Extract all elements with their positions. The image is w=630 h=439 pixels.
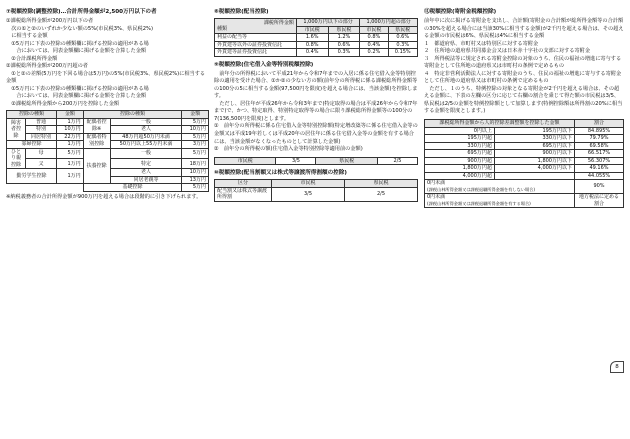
cell: 地方税法に定める割合 bbox=[575, 194, 624, 208]
cell: 5万円 bbox=[57, 148, 84, 158]
cell: 配当割又は株式等譲渡所得割 bbox=[215, 187, 272, 201]
table-row bbox=[215, 157, 418, 165]
housing-ratio-table bbox=[214, 157, 418, 166]
cell: 父 bbox=[26, 159, 57, 169]
table-row bbox=[215, 187, 418, 201]
cell: 2/5 bbox=[345, 187, 418, 201]
cell: 配偶者特別控除 bbox=[83, 133, 110, 148]
cell: 84.895% bbox=[575, 127, 624, 135]
table-row bbox=[215, 41, 418, 49]
col-header: 課税総所得金額から人的控除差調整額を控除した金額 bbox=[425, 120, 575, 128]
cell: 69.58% bbox=[575, 142, 624, 150]
cell: 1,800万円超 bbox=[425, 165, 495, 173]
cell: 寡婦控除 bbox=[7, 141, 57, 149]
col-header: 控除の種類 bbox=[83, 111, 182, 119]
cell: 1万円 bbox=[57, 159, 84, 169]
adjustment-line: ①5万円に下表の控除の種類欄に掲げる控除の適用がある場 bbox=[6, 40, 149, 47]
cell: 配偶者控除※ bbox=[83, 118, 110, 133]
cell: 5万円 bbox=[182, 118, 209, 126]
cell: 4,000万円以下 bbox=[494, 165, 574, 173]
cell: 900万円以下 bbox=[494, 150, 574, 158]
col-header: 県民税 bbox=[388, 26, 418, 34]
cell: 0.6% bbox=[388, 34, 418, 42]
table-row bbox=[215, 34, 418, 42]
cell: 老人 bbox=[110, 169, 182, 177]
cell: 10万円 bbox=[182, 169, 209, 177]
table-row bbox=[425, 135, 624, 143]
neg-sub: (課税山林所得金額又は課税退職所得金額を有しない場合) bbox=[427, 186, 535, 192]
table-row bbox=[425, 142, 624, 150]
cell: 22万円 bbox=[57, 133, 84, 141]
housing-paragraph: ただし、居住年が平成26年から令和3年まで(特定取得の場合は平成26年から令和7年まで)で、かつ、特定取得、特別特定取得等の場合に限り課税総所得金額等の100分の7(136,500円を限度)とします。 bbox=[214, 100, 418, 122]
cell: 0.4% bbox=[360, 41, 388, 49]
cell: 市民税 bbox=[215, 157, 276, 165]
adjustment-line: 合においては、同表金額欄に掲げる金額を合算した金額 bbox=[6, 48, 147, 55]
cell: 3/5 bbox=[272, 187, 345, 201]
footnote: ※納税義務者の合計所得金額が900万円を超える場合は段階的に引き下げられます。 bbox=[6, 193, 202, 200]
adjustment-credit-heading: ⑦税額控除(調整控除)…合計所得金額が2,500万円以下の者 bbox=[6, 9, 157, 15]
cell: 5万円 bbox=[182, 133, 209, 141]
cell: 0.4% bbox=[296, 49, 328, 57]
cell: 3万円 bbox=[182, 141, 209, 149]
cell bbox=[425, 180, 575, 194]
col-header bbox=[215, 19, 297, 34]
deduction-table bbox=[6, 110, 209, 192]
cell: 330万円以下 bbox=[494, 135, 574, 143]
special-credit-table bbox=[424, 119, 624, 208]
cell: 5万円 bbox=[182, 148, 209, 158]
col-header: 県民税 bbox=[328, 26, 360, 34]
cell: 50万円以上55万円未満 bbox=[110, 141, 182, 149]
col-header: 1,000万円超の部分 bbox=[360, 19, 418, 27]
cell: 普通 bbox=[26, 118, 57, 126]
cell: 0.3% bbox=[328, 49, 360, 57]
cell: 一般 bbox=[110, 148, 182, 158]
cell: 13万円 bbox=[182, 176, 209, 184]
donation-paragraph: ２ 住所地の道府県共同募金会又は日本赤十字社の支部に対する寄附金 bbox=[424, 48, 591, 55]
cell: 特別 bbox=[26, 126, 57, 134]
cell: 90% bbox=[575, 180, 624, 194]
cell: 1万円 bbox=[57, 118, 84, 126]
adjustment-line: ①課税総所得金額が200万円以下の者 bbox=[6, 18, 94, 25]
cell: 特定 bbox=[110, 159, 182, 169]
cell: 10万円 bbox=[57, 126, 84, 134]
cell: 48万円超50万円未満 bbox=[110, 133, 182, 141]
adjustment-line: ①5万円に下表の控除の種類欄に掲げる控除の適用がある場 bbox=[6, 85, 149, 92]
neg-label: 0円未満 bbox=[427, 180, 446, 187]
adjustment-line: ②課税総所得金額が200万円超の者 bbox=[6, 63, 88, 70]
col-header: 県民税 bbox=[345, 180, 418, 188]
col-header: 1,000万円以下の部分 bbox=[296, 19, 359, 27]
cell: 0.15% bbox=[388, 49, 418, 57]
cell: 1.2% bbox=[328, 34, 360, 42]
cell: 1,800万円以下 bbox=[494, 157, 574, 165]
adjustment-line: ②課税総所得金額から200万円を控除した金額 bbox=[6, 100, 120, 107]
table-row bbox=[7, 118, 209, 126]
cell: 695万円超 bbox=[425, 150, 495, 158]
adjustment-line: ①と②の差額(5万円を下回る場合は5万円)の5%(市民税3%、県民税2%)に相当する金額 bbox=[6, 70, 206, 85]
cell: 900万円超 bbox=[425, 157, 495, 165]
donation-credit-heading: ⑪税額控除(寄附金税額控除) bbox=[424, 9, 497, 15]
cell: 3/5 bbox=[276, 157, 316, 165]
cell: 同居特別 bbox=[26, 133, 57, 141]
cell: 695万円以下 bbox=[494, 142, 574, 150]
cell: ひとり親控除 bbox=[7, 148, 26, 169]
cell: 79.79% bbox=[575, 135, 624, 143]
cell: 1万円 bbox=[57, 169, 84, 184]
cell: 5万円 bbox=[182, 184, 209, 192]
col-header: 市民税 bbox=[360, 26, 388, 34]
cell: 195万円超 bbox=[425, 135, 495, 143]
cell: 0円以上 bbox=[425, 127, 495, 135]
cell: 一般 bbox=[110, 118, 182, 126]
housing-credit-heading: ⑨税額控除(住宅借入金等特別税額控除) bbox=[214, 61, 314, 68]
cell bbox=[7, 184, 84, 192]
cell: 18万円 bbox=[182, 159, 209, 169]
cell: 330万円超 bbox=[425, 142, 495, 150]
col-header: 金額 bbox=[182, 111, 209, 119]
cell: 66.517% bbox=[575, 150, 624, 158]
cell: 0.8% bbox=[360, 34, 388, 42]
adjustment-line: 次の①と②のいずれか少ない額の5%(市民税3%、県民税2%) bbox=[6, 25, 153, 32]
table-row bbox=[7, 111, 209, 119]
col-header: 区分 bbox=[215, 180, 272, 188]
donation-paragraph: １ 都道府県、市町村又は特別区に対する寄附金 bbox=[424, 40, 539, 47]
cell: 老人 bbox=[110, 126, 182, 134]
donation-credit-section bbox=[424, 8, 624, 208]
cell: 4,000万円超 bbox=[425, 172, 495, 180]
col-header: 控除の種類 bbox=[7, 111, 57, 119]
cell: 外貨建等以外の証券投資信託 bbox=[215, 41, 297, 49]
inc-header: 課税所得金額 bbox=[263, 19, 294, 26]
cell: 10万円 bbox=[182, 126, 209, 134]
table-row bbox=[425, 165, 624, 173]
adjustment-line: 合においては、同表金額欄に掲げる金額を合算した金額 bbox=[6, 93, 147, 100]
table-row bbox=[425, 172, 624, 180]
cell: 195万円以下 bbox=[494, 127, 574, 135]
donation-paragraph: ３ 所得税法等に規定される寄附金控除の対象のうち、住民の福祉の増進に寄与する寄附金として住所地の道府県又は市町村の条例で定めるもの bbox=[424, 55, 622, 70]
dividend-credit-heading: ⑧税額控除(配当控除) bbox=[214, 9, 269, 15]
dividend-tax-credit-heading: ⑩税額控除(配当割額又は株式等譲渡所得割額の控除) bbox=[214, 170, 347, 177]
cell: 1.6% bbox=[296, 34, 328, 42]
adjustment-credit-section bbox=[6, 8, 209, 202]
col-header: 市民税 bbox=[272, 180, 345, 188]
cell: 0.3% bbox=[388, 41, 418, 49]
cell: 基礎控除 bbox=[83, 184, 182, 192]
cell bbox=[494, 172, 574, 180]
table-row bbox=[7, 148, 209, 158]
table-row bbox=[425, 120, 624, 128]
table-row bbox=[7, 184, 209, 192]
cell: 同居老親等 bbox=[110, 176, 182, 184]
neg-sub: (課税山林所得金額又は課税退職所得金額を有する場合) bbox=[427, 200, 531, 206]
table-row bbox=[425, 194, 624, 208]
table-row bbox=[425, 127, 624, 135]
adjustment-line: ②合計課税所得金額 bbox=[6, 55, 58, 62]
housing-paragraph: 前年分の所得税において平成21年から令和7年までの入居に係る住宅借入金等特別控除の適用を受けた場合、①か②の少ない方の額(前年分の所得税に係る課税総所得金額等の100分の5に相当する金額(97,500円を限度)を超える場合には、当該金額)を控除します。 bbox=[214, 70, 418, 100]
dividend-table bbox=[214, 18, 418, 57]
cell: 県民税 bbox=[316, 157, 377, 165]
page-number: 8 bbox=[610, 361, 624, 373]
cell: 56.307% bbox=[575, 157, 624, 165]
col-header: 金額 bbox=[57, 111, 84, 119]
cell: 母 bbox=[26, 148, 57, 158]
donation-paragraph: 前年中に次に掲げる寄附金を支出し、合計額(寄附金の合計額が総所得金額等の合計額の30%を超える場合には当該30%に相当する金額)が2千円を超える場合は、その超える金額の市民税は6%、県民税は4%に相当する金額 bbox=[424, 18, 624, 40]
table-row bbox=[215, 180, 418, 188]
table-row bbox=[425, 157, 624, 165]
donation-paragraph: ４ 特定非営利活動法人に対する寄附金のうち、住民の福祉の増進に寄与する寄附金として住所地の道府県又は市町村の条例で定めるもの bbox=[424, 70, 622, 85]
cell: 49.16% bbox=[575, 165, 624, 173]
cell: 勤労学生控除 bbox=[7, 169, 57, 184]
dividend-tax-table bbox=[214, 179, 418, 202]
table-row bbox=[215, 19, 418, 27]
cell: 1万円 bbox=[57, 141, 84, 149]
cell: 障害者控除 bbox=[7, 118, 26, 141]
type-header: 種類 bbox=[217, 26, 228, 33]
cell: 0.8% bbox=[296, 41, 328, 49]
col-header: 市民税 bbox=[296, 26, 328, 34]
table-row bbox=[425, 180, 624, 194]
adjustment-line: に相当する金額 bbox=[6, 33, 48, 40]
cell: 0.6% bbox=[328, 41, 360, 49]
cell: 外貨建等証券投資信託 bbox=[215, 49, 297, 57]
table-row bbox=[425, 150, 624, 158]
donation-paragraph: ただし、１のうち、特例控除の対象となる寄附金が2千円を超える場合は、その超える金額に、下表の左欄の区分に応じて右欄の割合を乗じて得た額の市民税は3/5、県民税は2/5の金額を特例控除額として加算します(特例控除額は所得割の20%に相当する金額を限度とします。) bbox=[424, 85, 623, 115]
cell bbox=[425, 194, 575, 208]
table-row bbox=[215, 49, 418, 57]
cell: 0.2% bbox=[360, 49, 388, 57]
housing-paragraph: ② 前年分の所得税の額(住宅借入金等特別控除等適用前の金額) bbox=[214, 146, 363, 153]
dividend-credit-section bbox=[214, 8, 418, 202]
col-header: 割合 bbox=[575, 120, 624, 128]
cell: 44.055% bbox=[575, 172, 624, 180]
neg-label: 0円未満 bbox=[427, 194, 446, 201]
housing-paragraph: ① 前年分の所得税に係る住宅借入金等特別控除額(特定増改築等に係る住宅借入金等の金額又は平成19年若しくは平成20年の居住年に係る住宅借入金等の金額を有する場合には、当該金額がなくなったものとして計算した金額) bbox=[214, 123, 418, 145]
cell: 2/5 bbox=[377, 157, 417, 165]
cell: 扶養控除 bbox=[83, 148, 110, 184]
cell: 利益の配当等 bbox=[215, 34, 297, 42]
table-row bbox=[7, 133, 209, 141]
